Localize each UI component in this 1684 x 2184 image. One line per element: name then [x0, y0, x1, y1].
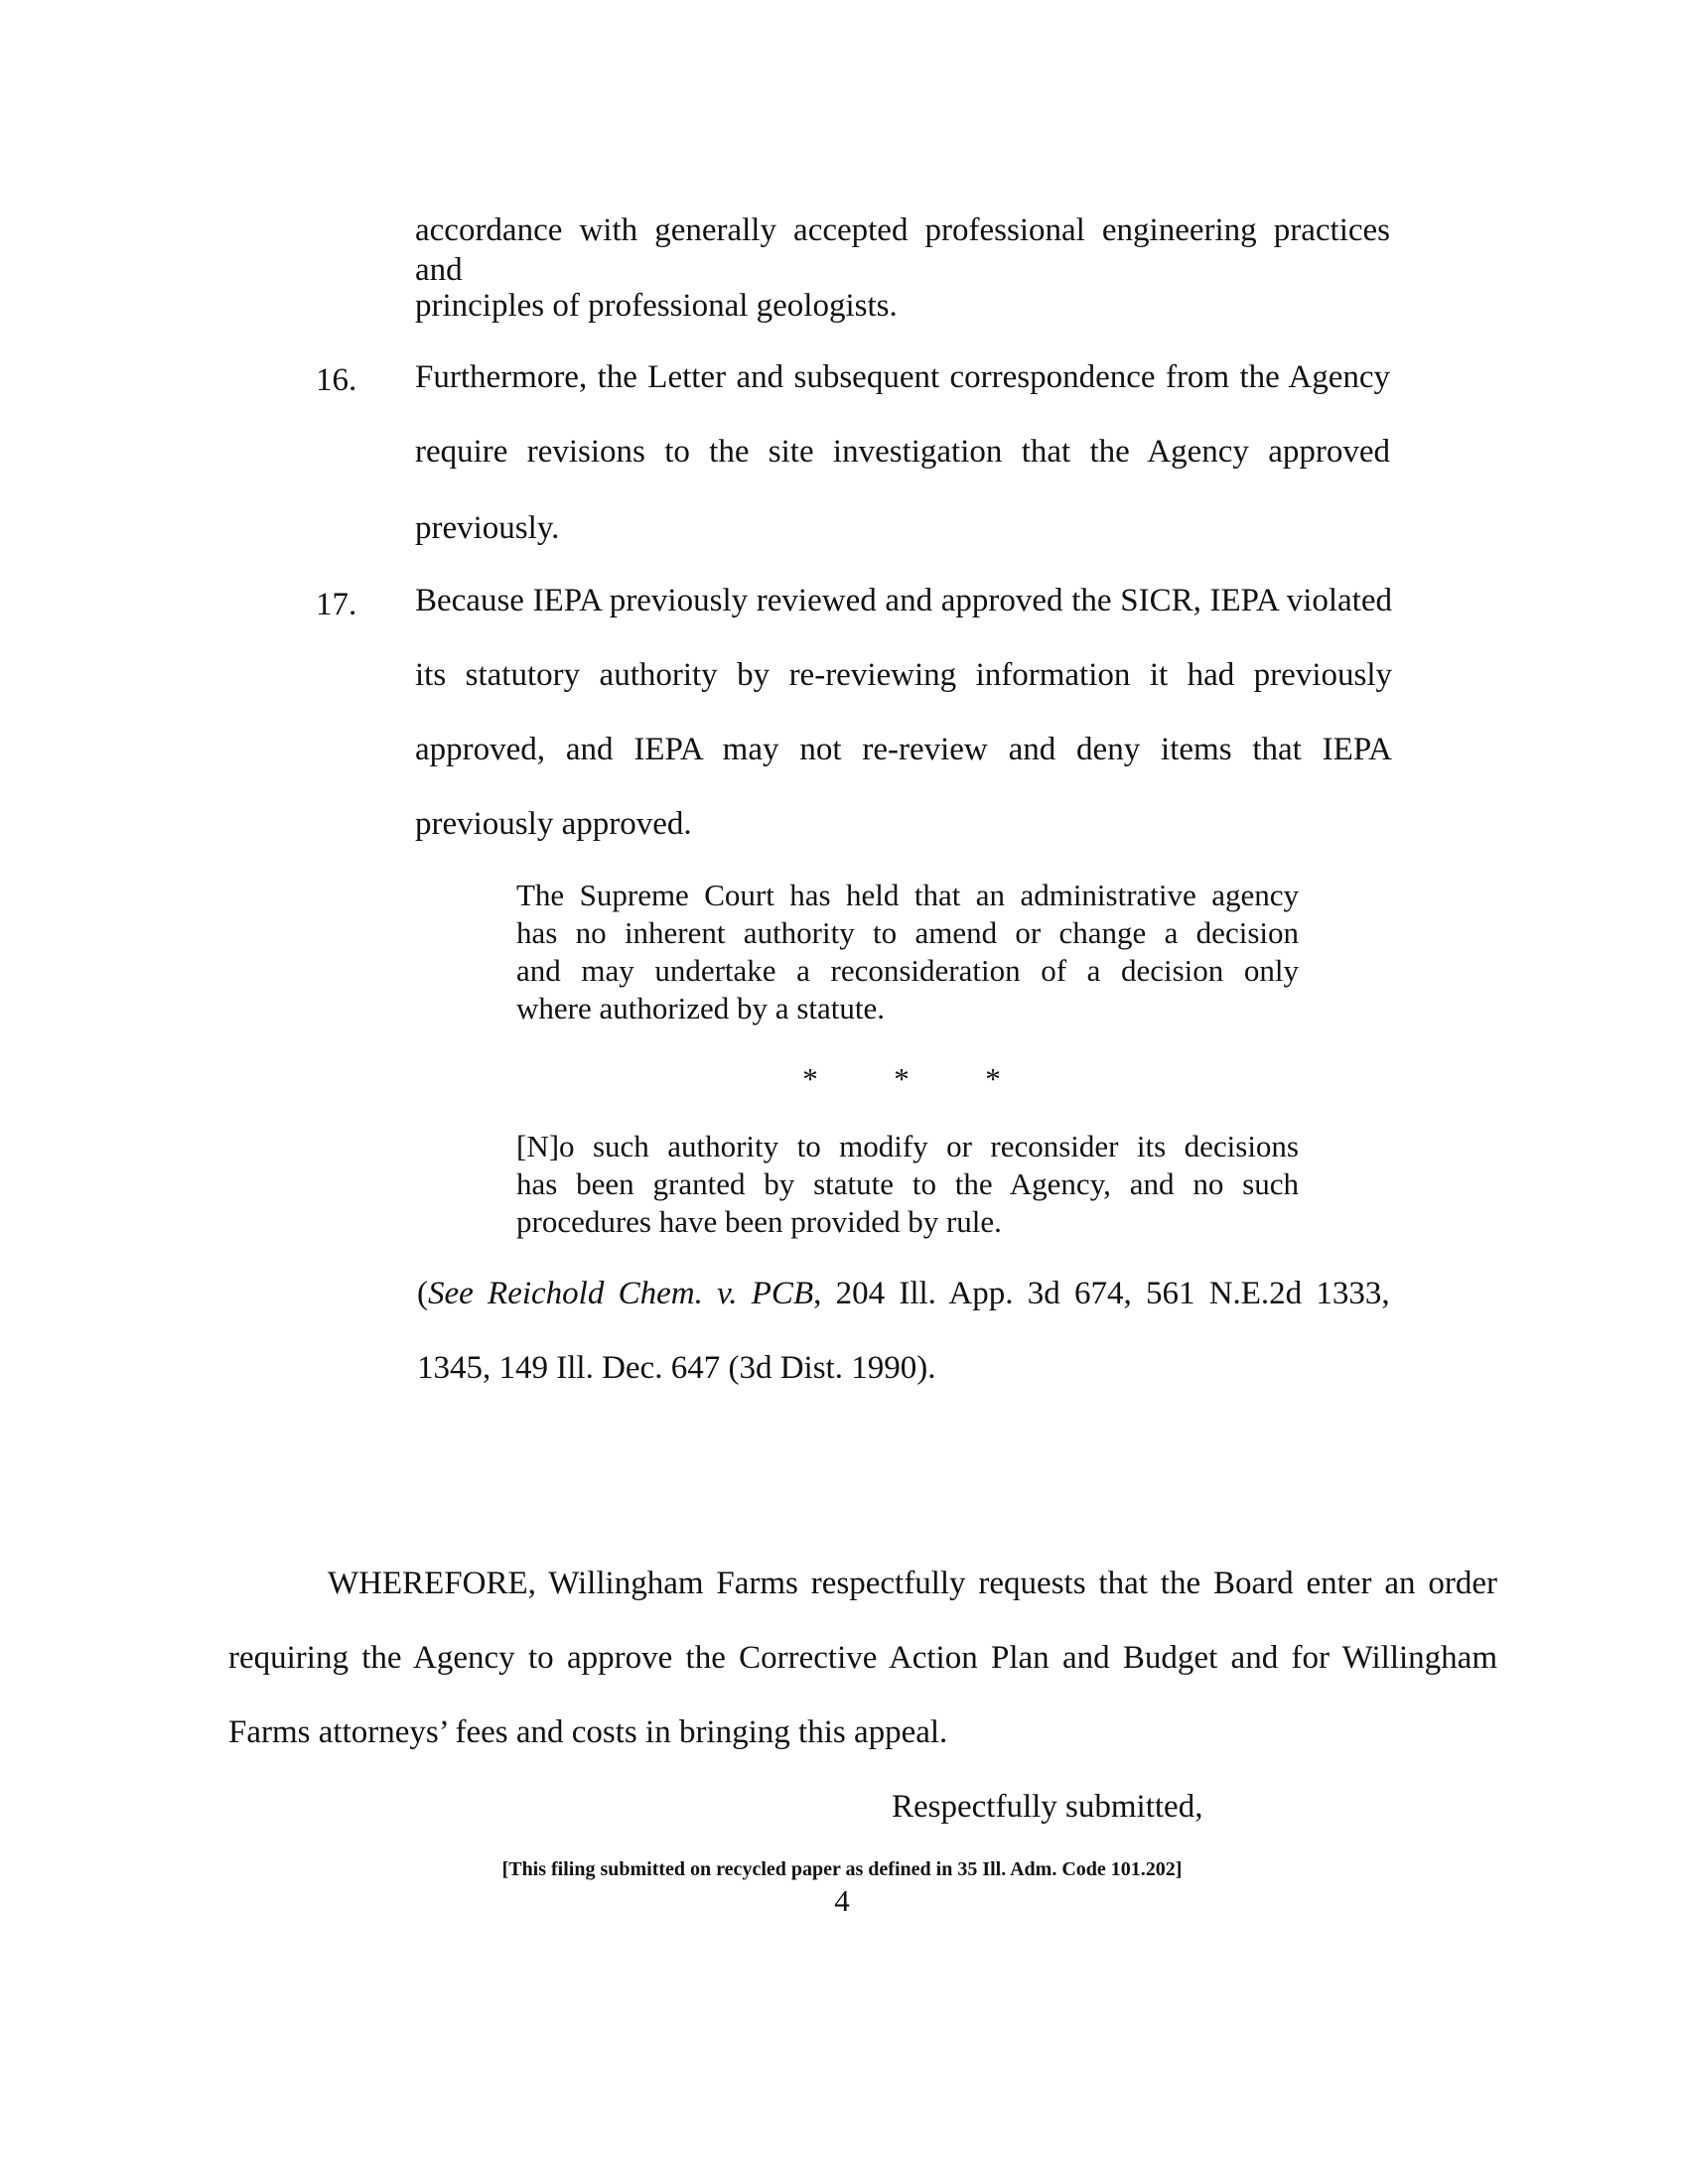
page-number: 4 — [834, 1883, 850, 1918]
paragraph-17-line-4: previously approved. — [415, 806, 692, 842]
citation-case-name: See Reichold Chem. v. PCB — [428, 1276, 814, 1311]
asterisk: * — [894, 1061, 910, 1096]
continuation-line-2: principles of professional geologists. — [415, 288, 898, 324]
paragraph-16-line-3: previously. — [415, 510, 560, 546]
block-quote-2-line-1: [N]o such authority to modify or reconsider its decisions — [516, 1129, 1299, 1163]
closing-signature-line: Respectfully submitted, — [892, 1789, 1203, 1825]
block-quote-1-line-3: and may undertake a reconsideration of a decision only — [516, 953, 1299, 988]
asterisk: * — [802, 1061, 818, 1096]
continuation-line-1: accordance with generally accepted professional engineering practices and — [415, 212, 1390, 288]
wherefore-line-3: Farms attorneys’ fees and costs in bringing this appeal. — [228, 1714, 948, 1750]
asterisk: * — [985, 1061, 1001, 1096]
paragraph-17-line-3: approved, and IEPA may not re-review and deny items that IEPA — [415, 732, 1392, 767]
block-quote-2-line-2: has been granted by statute to the Agency, and no such — [516, 1166, 1299, 1201]
block-quote-2-line-3: procedures have been provided by rule. — [516, 1204, 1002, 1239]
paragraph-17-line-1: Because IEPA previously reviewed and approved the SICR, IEPA violated — [415, 583, 1392, 618]
paragraph-16-line-2: require revisions to the site investigation that the Agency approved — [415, 434, 1390, 470]
citation-reporter: , 204 Ill. App. 3d 674, 561 N.E.2d 1333, — [813, 1276, 1390, 1311]
block-quote-1-line-1: The Supreme Court has held that an administrative agency — [516, 878, 1299, 912]
paragraph-16-line-1: Furthermore, the Letter and subsequent correspondence from the Agency — [415, 359, 1390, 395]
block-quote-1-line-2: has no inherent authority to amend or change a decision — [516, 915, 1299, 950]
paragraph-17-line-2: its statutory authority by re-reviewing information it had previously — [415, 657, 1392, 693]
citation-line-2: 1345, 149 Ill. Dec. 647 (3d Dist. 1990). — [417, 1350, 936, 1386]
citation-line-1 — [417, 1274, 1390, 1313]
recycled-paper-footer: [This filing submitted on recycled paper as defined in 35 Ill. Adm. Code 101.202] — [501, 1858, 1183, 1880]
ellipsis-asterisks — [765, 1060, 1039, 1098]
wherefore-line-1: WHEREFORE, Willingham Farms respectfully requests that the Board enter an order — [328, 1566, 1497, 1601]
paragraph-16-number: 16. — [316, 362, 357, 398]
paragraph-17-number: 17. — [316, 587, 357, 622]
block-quote-1-line-4: where authorized by a statute. — [516, 991, 885, 1025]
wherefore-line-2: requiring the Agency to approve the Corrective Action Plan and Budget and for Willingham — [228, 1640, 1497, 1676]
citation-paren: ( — [417, 1276, 428, 1311]
